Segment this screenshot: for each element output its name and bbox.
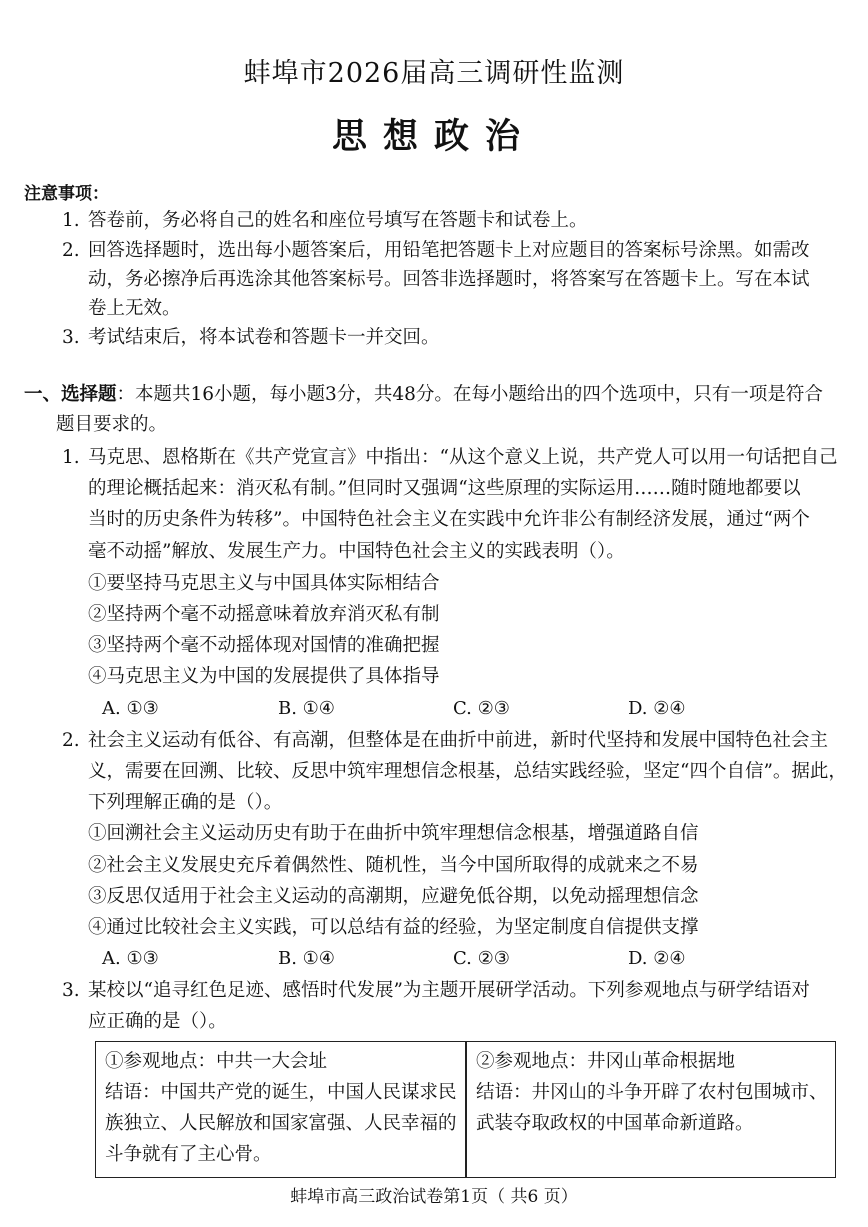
question-stem: 毫不动摇”解放、发展生产力。中国特色社会主义的实践表明（）。 xyxy=(88,541,625,562)
answer-choice-a: A. ①③ xyxy=(102,698,159,719)
question-stem: 某校以“追寻红色足迹、感悟时代发展”为主题开展研学活动。下列参观地点与研学结语对 xyxy=(88,980,810,1001)
answer-choice-c: C. ②③ xyxy=(453,698,510,719)
table-cell-line: ①参观地点：中共一大会址 xyxy=(105,1051,328,1072)
statement-option: ④通过比较社会主义实践，可以总结有益的经验，为坚定制度自信提供支撑 xyxy=(88,917,699,938)
section-intro xyxy=(24,383,823,407)
question-stem: 下列理解正确的是（）。 xyxy=(88,792,283,813)
question-stem: 义，需要在回溯、比较、反思中筑牢理想信念根基，总结实践经验，坚定“四个自信”。据此， xyxy=(88,761,847,782)
notice-item-text: 回答选择题时，选出每小题答案后，用铅笔把答题卡上对应题目的答案标号涂黑。如需改 xyxy=(88,240,810,261)
answer-choice-d: D. ②④ xyxy=(628,698,686,719)
statement-option: ④马克思主义为中国的发展提供了具体指导 xyxy=(88,666,440,687)
table-cell-line: 结语：井冈山的斗争开辟了农村包围城市、 xyxy=(476,1082,828,1103)
table-cell-line: 结语：中国共产党的诞生，中国人民谋求民 xyxy=(105,1082,457,1103)
exam-title: 蚌埠市2026届高三调研性监测 xyxy=(243,58,625,89)
table-cell-line: ②参观地点：井冈山革命根据地 xyxy=(476,1051,736,1072)
notice-item-text: 动，务必擦净后再选涂其他答案标号。回答非选择题时，将答案写在答题卡上。写在本试 xyxy=(88,269,810,290)
answer-choice-d: D. ②④ xyxy=(628,948,686,969)
question-stem: 当时的历史条件为转移”。中国特色社会主义在实践中允许非公有制经济发展，通过“两个 xyxy=(88,509,810,530)
study-trip-table xyxy=(95,1041,836,1178)
notice-item-text: 卷上无效。 xyxy=(88,298,181,319)
notice-item-text: 答卷前，务必将自己的姓名和座位号填写在答题卡和试卷上。 xyxy=(88,210,588,231)
statement-option: ②坚持两个毫不动摇意味着放弃消灭私有制 xyxy=(88,604,440,625)
table-cell-line: 武装夺取政权的中国革命新道路。 xyxy=(476,1113,754,1134)
question-stem: 的理论概括起来：消灭私有制。”但同时又强调“这些原理的实际运用……随时随地都要以 xyxy=(88,478,801,499)
section-intro-text: 题目要求的。 xyxy=(56,414,168,435)
section-intro-text: ：本题共16小题，每小题3分，共48分。在每小题给出的四个选项中，只有一项是符合 xyxy=(116,384,823,405)
notice-heading: 注意事项： xyxy=(24,184,109,204)
section-label: 一、选择题 xyxy=(24,384,117,405)
notice-item-number: 3. xyxy=(62,327,80,348)
answer-choice-c: C. ②③ xyxy=(453,948,510,969)
statement-option: ①要坚持马克思主义与中国具体实际相结合 xyxy=(88,573,440,594)
question-stem: 社会主义运动有低谷、有高潮，但整体是在曲折中前进，新时代坚持和发展中国特色社会主 xyxy=(88,730,829,751)
answer-choice-b: B. ①④ xyxy=(278,698,335,719)
notice-item-number: 1. xyxy=(62,210,80,231)
table-cell-line: 斗争就有了主心骨。 xyxy=(105,1144,272,1165)
page-footer: 蚌埠市高三政治试卷第1页（ 共6 页） xyxy=(290,1187,578,1207)
answer-choice-a: A. ①③ xyxy=(102,948,159,969)
notice-item-text: 考试结束后，将本试卷和答题卡一并交回。 xyxy=(88,327,440,348)
notice-item-number: 2. xyxy=(62,240,80,261)
subject-title: 思想政治 xyxy=(331,117,536,157)
question-stem: 应正确的是（）。 xyxy=(88,1011,227,1032)
statement-option: ②社会主义发展史充斥着偶然性、随机性，当今中国所取得的成就来之不易 xyxy=(88,855,699,876)
statement-option: ③反思仅适用于社会主义运动的高潮期，应避免低谷期，以免动摇理想信念 xyxy=(88,886,699,907)
question-number: 1. xyxy=(62,447,80,468)
statement-option: ③坚持两个毫不动摇体现对国情的准确把握 xyxy=(88,635,440,656)
answer-choice-b: B. ①④ xyxy=(278,948,335,969)
table-divider xyxy=(465,1042,467,1177)
statement-option: ①回溯社会主义运动历史有助于在曲折中筑牢理想信念根基，增强道路自信 xyxy=(88,823,699,844)
question-number: 2. xyxy=(62,730,80,751)
table-cell-line: 族独立、人民解放和国家富强、人民幸福的 xyxy=(105,1113,457,1134)
question-number: 3. xyxy=(62,980,80,1001)
question-stem: 马克思、恩格斯在《共产党宣言》中指出：“从这个意义上说，共产党人可以用一句话把自己 xyxy=(88,447,838,468)
